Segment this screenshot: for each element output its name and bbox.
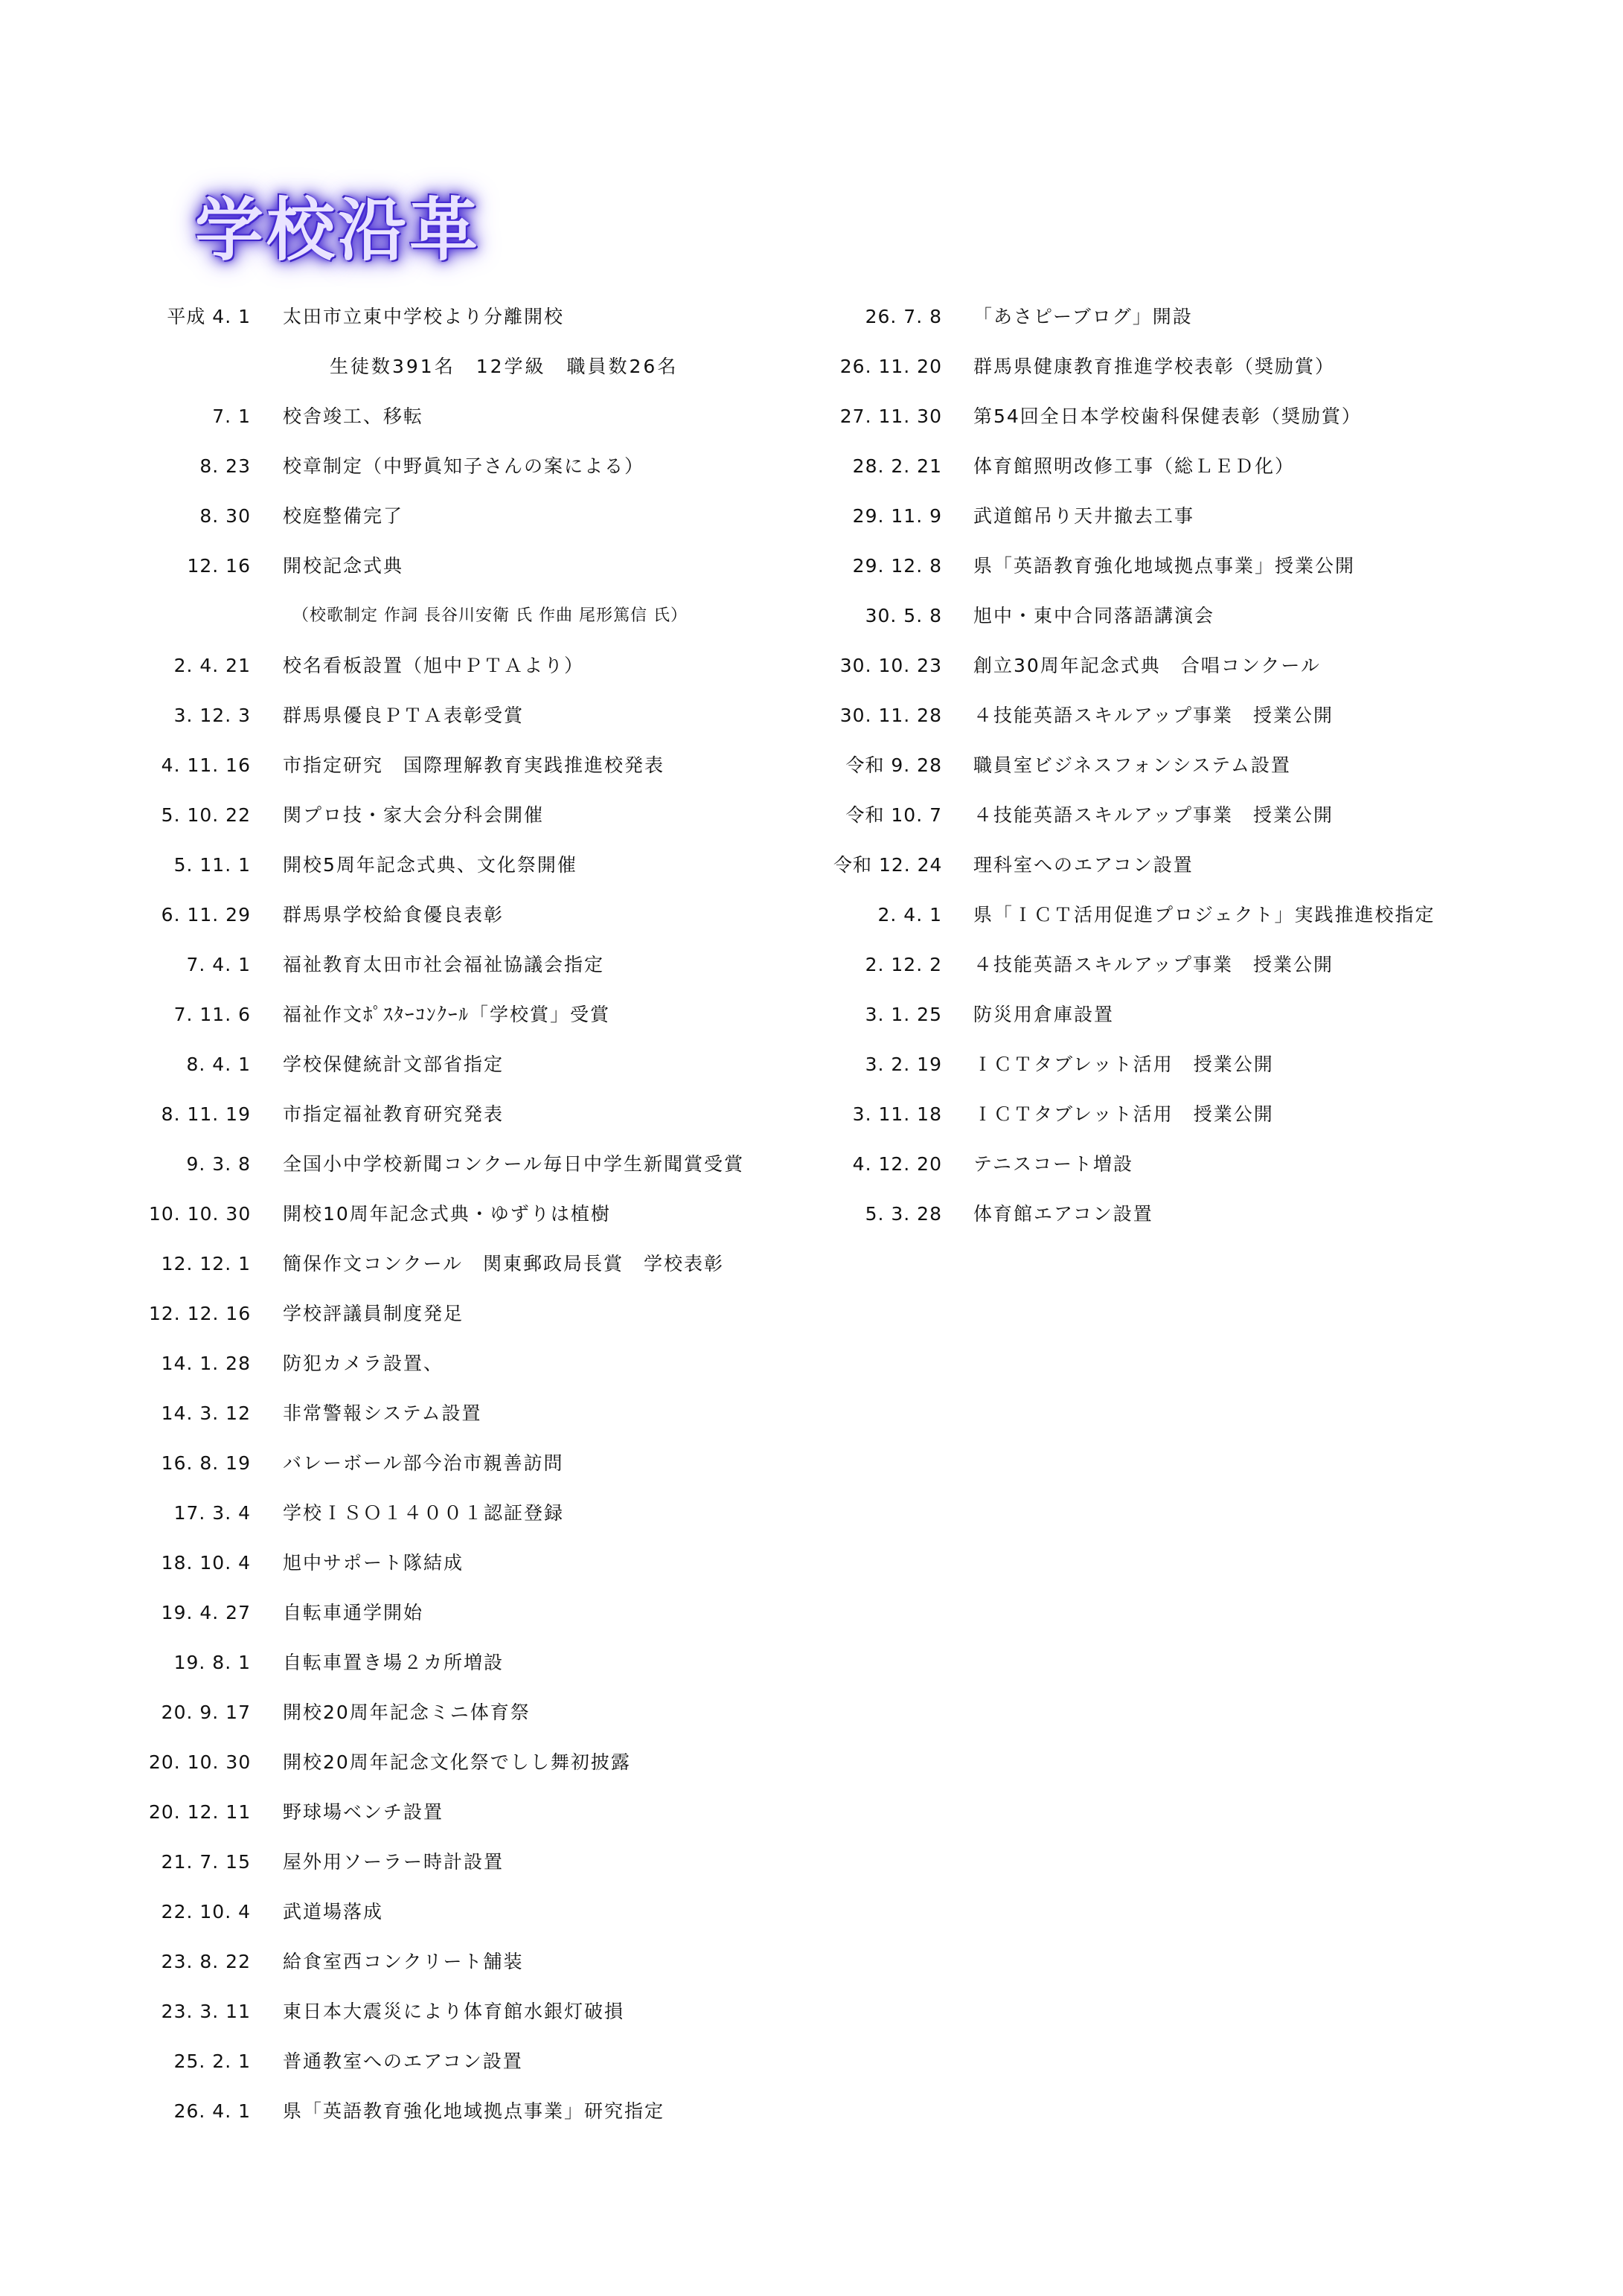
entry-text: 屋外用ソーラー時計設置 [283, 1851, 505, 1873]
entry-date: 30. 11. 28 [839, 705, 942, 726]
entry-text: ＩＣＴタブレット活用 授業公開 [973, 1054, 1274, 1075]
entry-date: 26. 7. 8 [865, 306, 942, 327]
entry-date: 平成 4. 1 [167, 306, 251, 327]
entry-date: 25. 2. 1 [173, 2050, 251, 2072]
entry-text: 体育館照明改修工事（総ＬＥＤ化） [973, 455, 1296, 477]
entry-text: ４技能英語スキルアップ事業 授業公開 [973, 954, 1334, 975]
entry-date: 16. 8. 19 [161, 1452, 251, 1474]
entry-text: 体育館エアコン設置 [973, 1203, 1153, 1225]
entry-text: 県「英語教育強化地域拠点事業」研究指定 [283, 2100, 665, 2122]
entry-date: 7. 11. 6 [173, 1004, 251, 1025]
entry-date: 2. 4. 1 [877, 904, 942, 926]
entry-text: 群馬県優良ＰＴＡ表彰受賞 [283, 705, 525, 726]
entry-date: 30. 5. 8 [865, 605, 942, 626]
entry-text: 武道場落成 [283, 1901, 384, 1923]
entry-text: 全国小中学校新聞コンクール毎日中学生新聞賞受賞 [283, 1153, 745, 1175]
entry-text: 群馬県学校給食優良表彰 [283, 904, 505, 926]
entry-text: 県「英語教育強化地域拠点事業」授業公開 [973, 555, 1356, 577]
entry-date: 3. 1. 25 [865, 1004, 942, 1025]
entry-date: 29. 12. 8 [852, 555, 942, 577]
entry-date: 8. 30 [199, 505, 251, 527]
entry-text: 第54回全日本学校歯科保健表彰（奨励賞） [973, 405, 1362, 427]
entry-text: 県「ＩＣＴ活用促進プロジェクト」実践推進校指定 [973, 904, 1435, 926]
entry-date: 7. 1 [212, 405, 251, 427]
entry-text: 校庭整備完了 [283, 505, 404, 527]
entry-text: 非常警報システム設置 [283, 1402, 482, 1424]
entry-date: 26. 11. 20 [839, 356, 942, 377]
entry-date: 3. 11. 18 [852, 1103, 942, 1125]
entry-text: 旭中・東中合同落語講演会 [973, 605, 1215, 626]
entry-date: 22. 10. 4 [161, 1901, 251, 1923]
entry-text: 福祉教育太田市社会福祉協議会指定 [283, 954, 605, 975]
entry-text: 創立30周年記念式典 合唱コンクール [973, 655, 1321, 676]
entry-text: 職員室ビジネスフォンシステム設置 [973, 754, 1291, 776]
entry-text: 校名看板設置（旭中ＰＴＡより） [283, 655, 585, 676]
entry-date: 20. 12. 11 [149, 1801, 252, 1823]
entry-text: 学校保健統計文部省指定 [283, 1054, 505, 1075]
entry-text: 旭中サポート隊結成 [283, 1552, 464, 1574]
entry-text: 東日本大震災により体育館水銀灯破損 [283, 2001, 625, 2022]
entry-date: 令和 9. 28 [845, 754, 942, 776]
entry-date: 23. 3. 11 [161, 2001, 251, 2022]
entry-date: 12. 12. 1 [161, 1253, 251, 1274]
entry-date: 28. 2. 21 [852, 455, 942, 477]
entry-date: 3. 2. 19 [865, 1054, 942, 1075]
entry-date: 20. 10. 30 [149, 1751, 252, 1773]
entry-text: 開校5周年記念式典、文化祭開催 [283, 854, 577, 876]
entry-text: バレーボール部今治市親善訪問 [283, 1452, 564, 1474]
entry-date: 17. 3. 4 [173, 1502, 251, 1524]
entry-date: 2. 4. 21 [173, 655, 251, 676]
entry-text: 開校記念式典 [283, 555, 404, 577]
entry-text: 野球場ベンチ設置 [283, 1801, 444, 1823]
entry-text: 理科室へのエアコン設置 [973, 854, 1194, 876]
page-title: 学校沿革 [195, 190, 481, 270]
entry-date: 29. 11. 9 [852, 505, 942, 527]
entry-text: 武道館吊り天井撤去工事 [973, 505, 1195, 527]
entry-text: 福祉作文ﾎﾟｽﾀｰｺﾝｸｰﾙ「学校賞」受賞 [283, 1004, 611, 1025]
entry-text: ４技能英語スキルアップ事業 授業公開 [973, 705, 1334, 726]
entry-text: 簡保作文コンクール 関東郵政局長賞 学校表彰 [283, 1253, 725, 1274]
entry-text: 「あさピーブログ」開設 [973, 306, 1193, 327]
entry-date: 30. 10. 23 [839, 655, 942, 676]
entry-text: 学校ＩＳＯ１４００１認証登録 [283, 1502, 565, 1524]
entry-date: 令和 12. 24 [833, 854, 943, 876]
entry-date: 26. 4. 1 [173, 2100, 251, 2122]
entry-date: 23. 8. 22 [161, 1951, 251, 1972]
entry-date: 7. 4. 1 [186, 954, 251, 975]
entry-text: 自転車通学開始 [283, 1602, 424, 1623]
entry-date: 4. 12. 20 [852, 1153, 942, 1175]
entry-date: 5. 3. 28 [865, 1203, 942, 1225]
entry-date: 14. 3. 12 [161, 1402, 251, 1424]
entry-text: 生徒数391名 12学級 職員数26名 [330, 356, 679, 377]
entry-date: 9. 3. 8 [186, 1153, 251, 1175]
entry-date: 8. 11. 19 [161, 1103, 251, 1125]
entry-date: 5. 11. 1 [173, 854, 251, 876]
entry-date: 14. 1. 28 [161, 1353, 251, 1374]
entry-date: 3. 12. 3 [173, 705, 251, 726]
entry-date: 10. 10. 30 [149, 1203, 252, 1225]
entry-date: 19. 8. 1 [173, 1652, 251, 1673]
entry-text: ＩＣＴタブレット活用 授業公開 [973, 1103, 1274, 1125]
entry-text: 太田市立東中学校より分離開校 [283, 306, 565, 327]
entry-date: 6. 11. 29 [161, 904, 251, 926]
entry-date: 4. 11. 16 [161, 754, 251, 776]
entry-text: 群馬県健康教育推進学校表彰（奨励賞） [973, 356, 1336, 377]
entry-text: ４技能英語スキルアップ事業 授業公開 [973, 804, 1334, 826]
entry-text: 市指定研究 国際理解教育実践推進校発表 [283, 754, 665, 776]
entry-text: 防災用倉庫設置 [973, 1004, 1115, 1025]
entry-date: 令和 10. 7 [845, 804, 942, 826]
entry-text: テニスコート増設 [973, 1153, 1134, 1175]
entry-date: 18. 10. 4 [161, 1552, 251, 1574]
entry-date: 12. 16 [187, 555, 251, 577]
entry-text: 市指定福祉教育研究発表 [283, 1103, 505, 1125]
entry-text: 開校20周年記念文化祭でしし舞初披露 [283, 1751, 631, 1773]
entry-text: 給食室西コンクリート舗装 [283, 1951, 524, 1972]
entry-text: 関プロ技・家大会分科会開催 [283, 804, 545, 826]
entry-date: 12. 12. 16 [149, 1303, 252, 1324]
entry-date: 8. 4. 1 [186, 1054, 251, 1075]
entry-date: 21. 7. 15 [161, 1851, 251, 1873]
entry-text: 校章制定（中野眞知子さんの案による） [283, 455, 645, 477]
entry-text: 開校20周年記念ミニ体育祭 [283, 1702, 531, 1723]
entry-text: 普通教室へのエアコン設置 [283, 2050, 523, 2072]
entry-text: 防犯カメラ設置、 [283, 1353, 444, 1374]
entry-text: 学校評議員制度発足 [283, 1303, 464, 1324]
entry-date: 8. 23 [199, 455, 251, 477]
entry-date: 19. 4. 27 [161, 1602, 251, 1623]
entry-date: 20. 9. 17 [161, 1702, 251, 1723]
entry-text: 開校10周年記念式典・ゆずりは植樹 [283, 1203, 611, 1225]
entry-text: 校舎竣工、移転 [283, 405, 424, 427]
entry-date: 2. 12. 2 [865, 954, 942, 975]
entry-date: 5. 10. 22 [161, 804, 251, 826]
entry-date: 27. 11. 30 [839, 405, 942, 427]
entry-text: 自転車置き場２カ所増設 [283, 1652, 505, 1673]
entry-text: （校歌制定 作詞 長谷川安衛 氏 作曲 尾形篤信 氏） [292, 606, 688, 625]
